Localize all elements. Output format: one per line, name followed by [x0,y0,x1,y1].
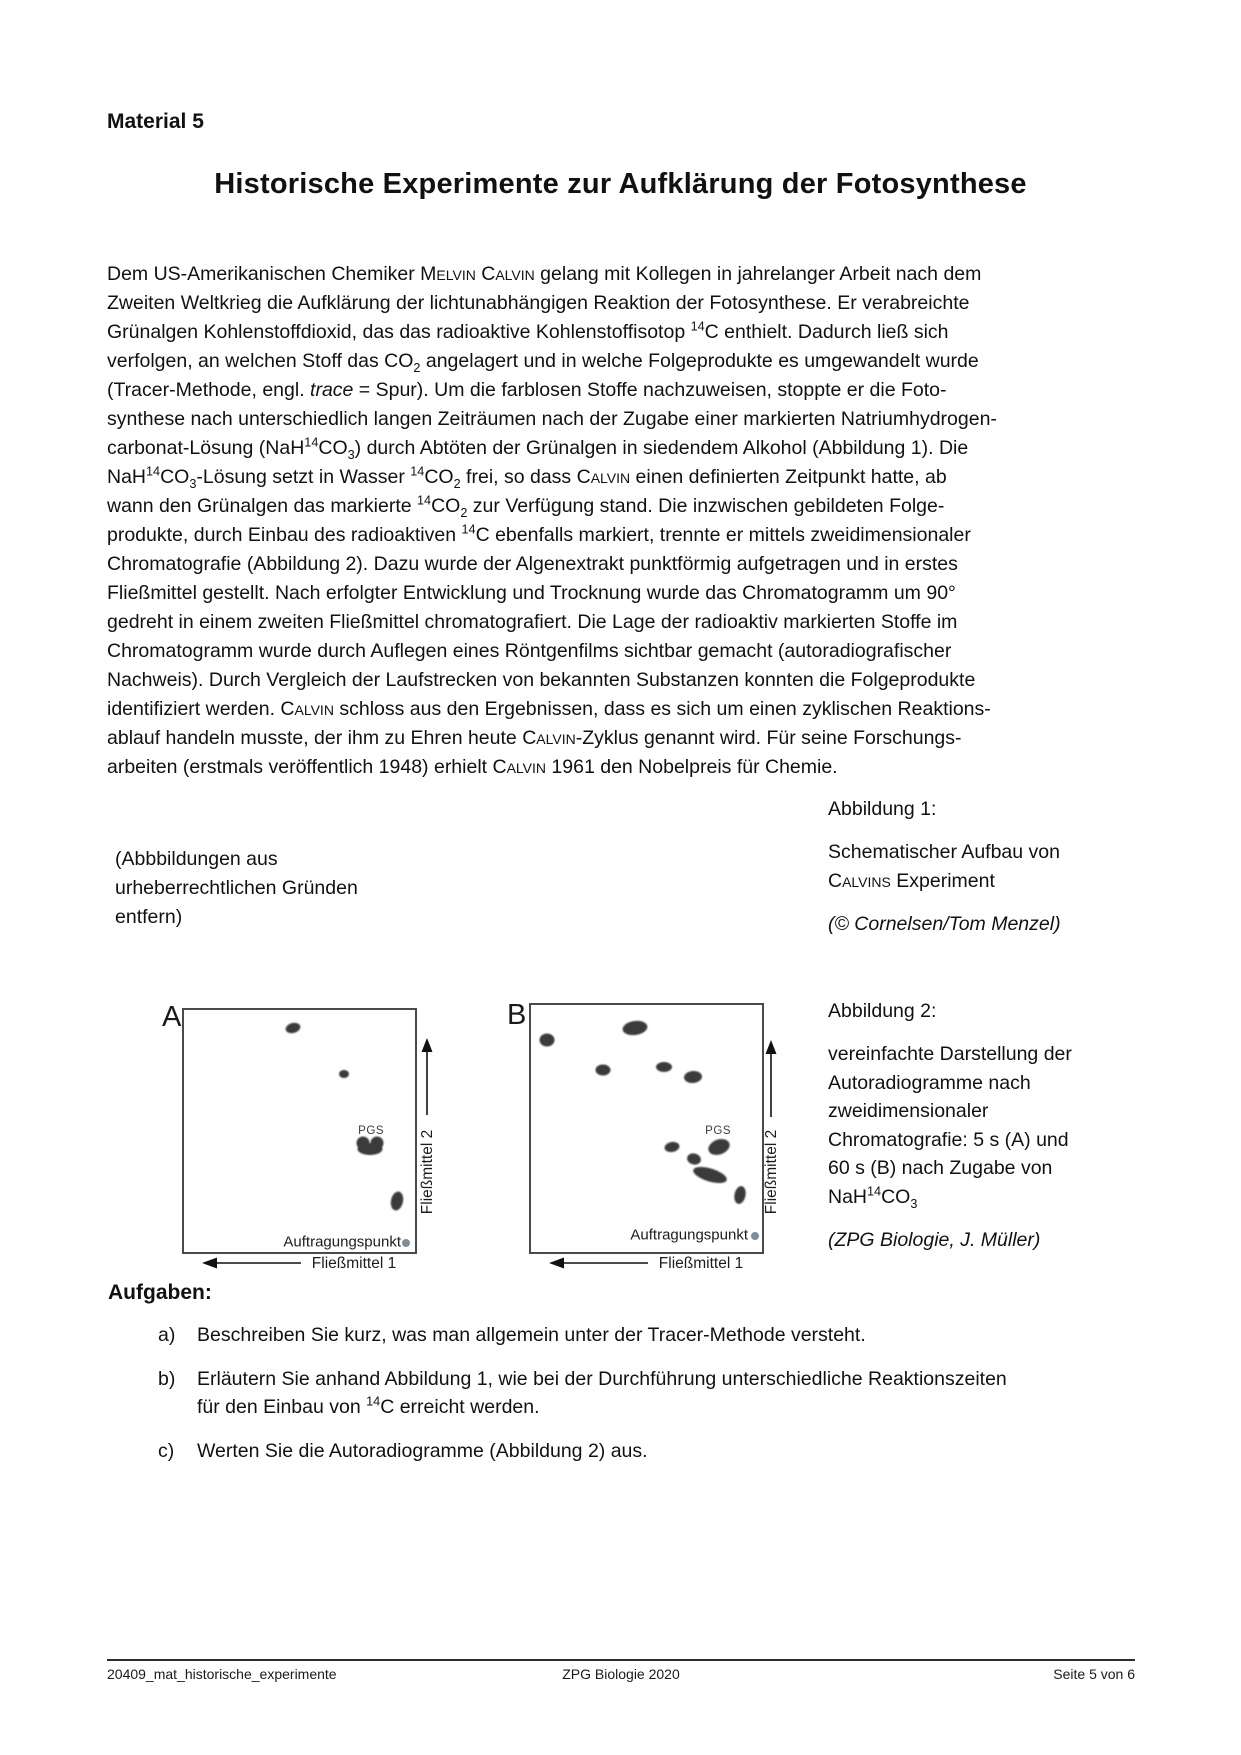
flow-direction-left-arrow-icon [202,1257,302,1269]
origin-label: Auftragungspunkt [283,1233,401,1251]
chromatogram-spot [683,1070,702,1084]
task-item-c [108,1437,1118,1465]
chromatogram-spot [691,1164,728,1187]
pgs-label: PGS [358,1125,385,1137]
text-line: verfolgen, an welchen Stoff das $CO_2$ angelagert und in welche Folgeprodukte es umgewandelt wurde [107,350,979,375]
chromatogram-box [182,1008,417,1254]
figure1-credit: (© Cornelsen/Tom Menzel) [828,913,1061,935]
axis2-label: Fließmittel 2 [763,1129,780,1215]
chromatogram-spot [686,1152,702,1166]
tasks-heading: Aufgaben: [108,1281,212,1304]
chromatogram-spot [540,1033,555,1046]
task-text: Beschreiben Sie kurz, was man allgemein unter der Tracer-Methode versteht. [197,1324,866,1346]
figure2-caption [828,997,1113,1254]
chromatogram-spot [664,1141,681,1153]
task-marker: b) [158,1368,176,1390]
text-line: Grünalgen Kohlenstoffdioxid, das das radioaktive Kohlenstoffisotop $^{14}$C enthielt. Dadurch ließ sich [107,319,949,343]
intro-paragraph [107,260,1152,782]
task-item-a [108,1321,1118,1349]
text-line: produkte, durch Einbau des radioaktiven $^{14}$C ebenfalls markiert, trennte er mittels zweidimensionaler [107,522,971,546]
panel-letter: A [162,1001,182,1033]
chromatogram-spot [357,1143,382,1155]
figure2-caption-text: vereinfachte Darstellung der Autoradiogramme nach zweidimensionaler Chromatografie: 5 s (A) und 60 s (B) nach Zugabe von $NaH^{14}CO_3$ [828,1043,1072,1211]
footer-page-number: Seite 5 von 6 [1053,1666,1136,1682]
footer-filename: 20409_mat_historische_experimente [107,1666,337,1682]
text-line: carbonat-Lösung $(NaH^{14}CO_3)$ durch Abtöten der Grünalgen in siedendem Alkohol (Abbildung 1). Die [107,435,969,462]
text-line: Zweiten Weltkrieg die Aufklärung der lichtunabhängigen Reaktion der Fotosynthese. Er verabreichte [107,292,970,314]
footer-source: ZPG Biologie 2020 [562,1666,680,1682]
panel-letter: B [507,999,527,1031]
page-title: Historische Experimente zur Aufklärung der Fotosynthese [214,168,1027,200]
figure1-caption-text: Schematischer Aufbau von Calvins Experiment [828,841,1060,892]
text-line: Nachweis). Durch Vergleich der Laufstrecken von bekannten Substanzen konnten die Folgeprodukte [107,669,976,691]
material-label: Material 5 [107,110,204,133]
axis2-label: Fließmittel 2 [419,1129,436,1215]
task-marker: c) [158,1440,175,1462]
flow-direction-up-arrow-icon [420,1038,434,1116]
text-line: Chromatografie (Abbildung 2). Dazu wurde der Algenextrakt punktförmig aufgetragen und in erstes [107,553,958,575]
pgs-label: PGS [705,1124,732,1137]
axis1-label: Fließmittel 1 [311,1255,397,1272]
figure1-label: Abbildung 1: [828,798,937,820]
origin-dot [402,1239,410,1247]
chromatogram-box [529,1003,764,1254]
text-line: ablauf handeln musste, der ihm zu Ehren heute Calvin-Zyklus genannt wird. Für seine Forschungs- [107,727,962,749]
chromatogram-spot [733,1185,748,1205]
text-line: Chromatogramm wurde durch Auflegen eines Röntgenfilms sichtbar gemacht (autoradiografischer [107,640,952,662]
text-line: synthese nach unterschiedlich langen Zeiträumen nach der Zugabe einer markierten Natriumhydrogen- [107,408,997,430]
chromatogram-panel-b [487,995,807,1287]
task-item-b [108,1365,1118,1421]
text-line: (Tracer-Methode, engl. trace = Spur). Um die farblosen Stoffe nachzuweisen, stoppte er die Foto- [107,379,947,401]
figure1-caption [828,795,1113,938]
chromatogram-spot [595,1065,610,1076]
chromatogram-spot [339,1070,349,1078]
chromatogram-spot [284,1021,301,1035]
text-line: Fließmittel gestellt. Nach erfolgter Entwicklung und Trocknung wurde das Chromatogramm um 90° [107,582,956,604]
figure2-label: Abbildung 2: [828,1000,937,1022]
origin-dot [751,1232,759,1240]
text-line: identifiziert werden. Calvin schloss aus den Ergebnissen, dass es sich um einen zyklischen Reaktions- [107,698,991,720]
task-marker: a) [158,1324,176,1346]
task-text: Werten Sie die Autoradiogramme (Abbildung 2) aus. [197,1440,648,1462]
chromatogram-spot [389,1191,405,1212]
task-text: Erläutern Sie anhand Abbildung 1, wie bei der Durchführung unterschiedliche Reaktionszeiten für den Einbau von $^{14}$C erreicht werden. [197,1368,1007,1418]
figure2-credit: (ZPG Biologie, J. Müller) [828,1229,1041,1251]
text-line: urheberrechtlichen Gründen [115,877,358,899]
flow-direction-up-arrow-icon [764,1040,778,1118]
text-line: $NaH^{14}CO_3$-Lösung setzt in Wasser $^{14}CO_2$ frei, so dass Calvin einen definierten Zeitpunkt hatte, ab [107,464,947,491]
chromatogram-spot [622,1020,649,1037]
page-footer [107,1659,1135,1682]
text-line: Dem US-Amerikanischen Chemiker Melvin Calvin gelang mit Kollegen in jahrelanger Arbeit nach dem [107,263,982,285]
text-line: gedreht in einem zweiten Fließmittel chromatografiert. Die Lage der radioaktiv markierten Stoffe im [107,611,958,633]
text-line: wann den Grünalgen das markierte $^{14}CO_2$ zur Verfügung stand. Die inzwischen gebildeten Folge- [107,493,945,520]
tasks-section [108,1281,1118,1465]
axis1-label: Fließmittel 1 [658,1255,744,1272]
text-line: (Abbbildungen aus [115,848,278,870]
figure1-placeholder-note [115,845,358,932]
origin-label: Auftragungspunkt [630,1226,748,1244]
chromatogram-panel-a [140,995,460,1287]
text-line: arbeiten (erstmals veröffentlich 1948) erhielt Calvin 1961 den Nobelpreis für Chemie. [107,756,838,778]
flow-direction-left-arrow-icon [549,1257,649,1269]
text-line: entfern) [115,906,183,928]
chromatogram-spot [706,1136,732,1158]
chromatogram-spot [656,1062,672,1072]
